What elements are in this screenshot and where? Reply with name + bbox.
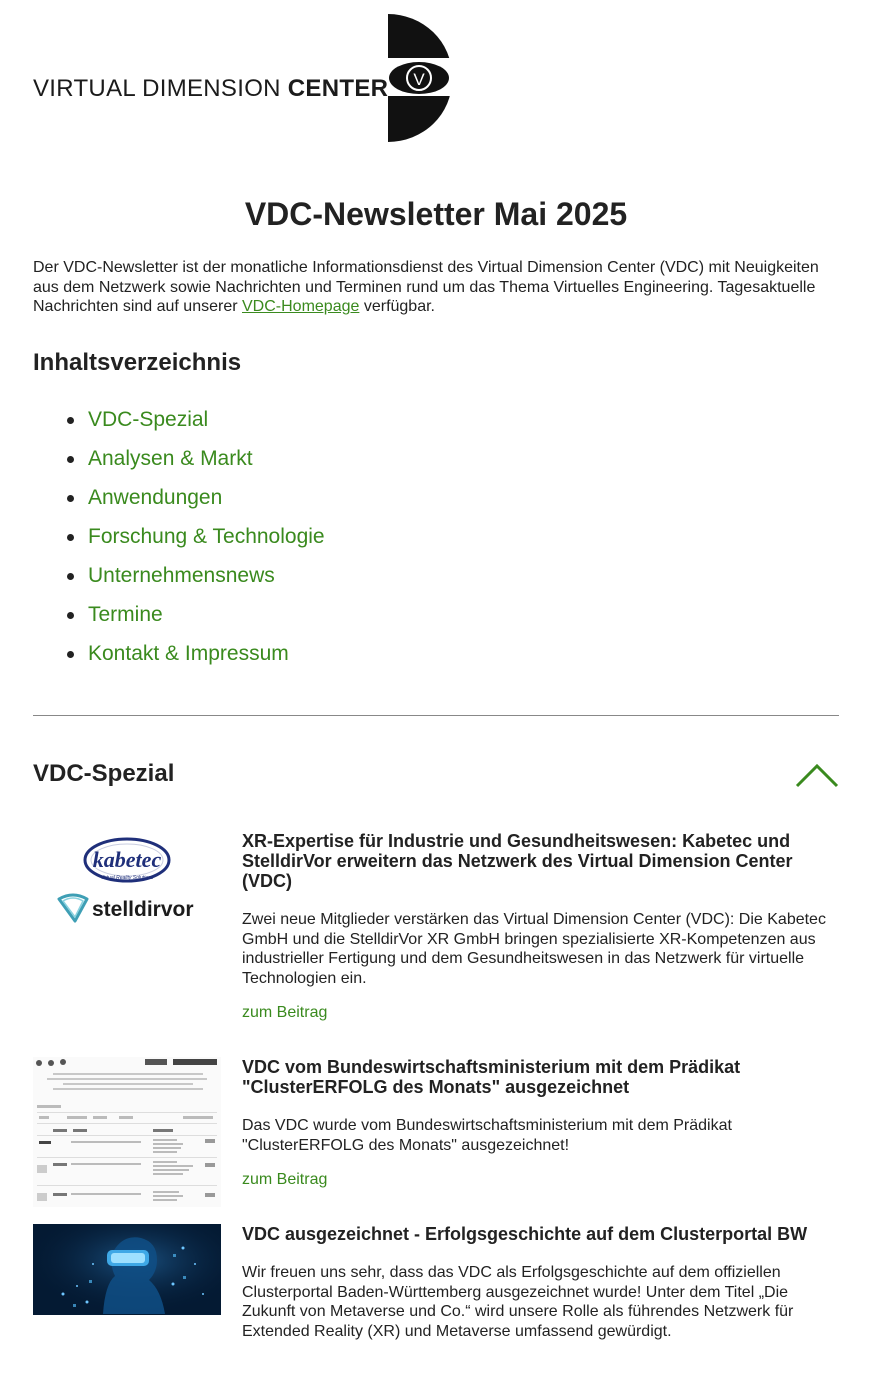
kabetec-logo-subtitle: Virtual Reality Solutions — [100, 875, 154, 881]
toc-item-termine[interactable]: Termine — [88, 598, 325, 637]
article-thumbnail-vr-headset[interactable] — [33, 1224, 221, 1315]
section-divider — [33, 715, 839, 716]
article-thumbnail-kabetec-stelldirvor[interactable] — [33, 831, 221, 931]
intro-text: Der VDC-Newsletter ist der monatliche Informationsdienst des Virtual Dimension Center (VDC) mit Neuigkeiten aus dem Netzwerk sowie Nachrichten und Terminen rund um das Thema Virtuelles Engineering. Tagesaktuelle Nachrichten sind auf unserer — [33, 259, 819, 315]
toc-item-anwendungen[interactable]: Anwendungen — [88, 481, 325, 520]
read-more-link[interactable]: zum Beitrag — [242, 1004, 328, 1021]
vdc-homepage-link[interactable]: VDC-Homepage — [242, 298, 360, 315]
section-title: VDC-Spezial — [33, 760, 175, 787]
toc-item-analysen-markt[interactable]: Analysen & Markt — [88, 442, 325, 481]
newsletter-title: VDC-Newsletter Mai 2025 — [244, 196, 628, 232]
toc-item-forschung-technologie[interactable]: Forschung & Technologie — [88, 520, 325, 559]
toc-item-kontakt-impressum[interactable]: Kontakt & Impressum — [88, 637, 325, 676]
logo-text-regular: VIRTUAL DIMENSION — [33, 75, 281, 102]
logo-mark-letter: V — [413, 70, 425, 89]
kabetec-logo-text: kabetec — [92, 847, 162, 872]
article-thumbnail-clustererfolg[interactable] — [33, 1057, 221, 1207]
article-body — [242, 831, 839, 1022]
toc-item-unternehmensnews[interactable]: Unternehmensnews — [88, 559, 325, 598]
intro-suffix: verfügbar. — [359, 298, 435, 315]
article-title[interactable]: XR-Expertise für Industrie und Gesundheitswesen: Kabetec und StelldirVor erweitern das Netzwerk des Virtual Dimension Center (VDC) — [242, 831, 793, 891]
chevron-up-icon[interactable] — [795, 761, 839, 789]
article-body — [242, 1224, 839, 1341]
article-text: Das VDC wurde vom Bundeswirtschaftsministerium mit dem Prädikat "ClusterERFOLG des Monats" ausgezeichnet! — [242, 1117, 732, 1154]
intro-paragraph — [33, 258, 839, 317]
toc-title: Inhaltsverzeichnis — [33, 349, 242, 376]
vdc-logo-icon — [388, 14, 452, 142]
article-text: Wir freuen uns sehr, dass das VDC als Erfolgsgeschichte auf dem offiziellen Clusterportal Baden-Württemberg ausgezeichnet wurde! Unter dem Titel „Die Zukunft von Metaverse und Co.“ wird unsere Rolle als führendes Netzwerk für Extended Reality (XR) und Metaverse umfassend gewürdigt. — [242, 1264, 794, 1340]
logo-wordmark — [33, 75, 388, 103]
read-more-link[interactable]: zum Beitrag — [242, 1171, 328, 1188]
stelldirvor-logo-text: stelldirvor — [92, 898, 194, 921]
article-body — [242, 1057, 839, 1189]
toc-item-vdc-spezial[interactable]: VDC-Spezial — [88, 403, 325, 442]
table-of-contents — [33, 403, 325, 676]
article-text: Zwei neue Mitglieder verstärken das Virtual Dimension Center (VDC): Die Kabetec GmbH und die StelldirVor XR GmbH bringen spezialisierte XR-Kompetenzen aus industrieller Fertigung und dem Gesundheitswesen in das Netzwerk für virtuelle Technologien ein. — [242, 911, 826, 987]
article-title[interactable]: VDC ausgezeichnet - Erfolgsgeschichte auf dem Clusterportal BW — [242, 1224, 808, 1244]
vdc-logo[interactable] — [33, 12, 463, 142]
logo-text-bold: CENTER — [287, 75, 389, 102]
article-title[interactable]: VDC vom Bundeswirtschaftsministerium mit dem Prädikat "ClusterERFOLG des Monats" ausgezeichnet — [242, 1057, 741, 1097]
